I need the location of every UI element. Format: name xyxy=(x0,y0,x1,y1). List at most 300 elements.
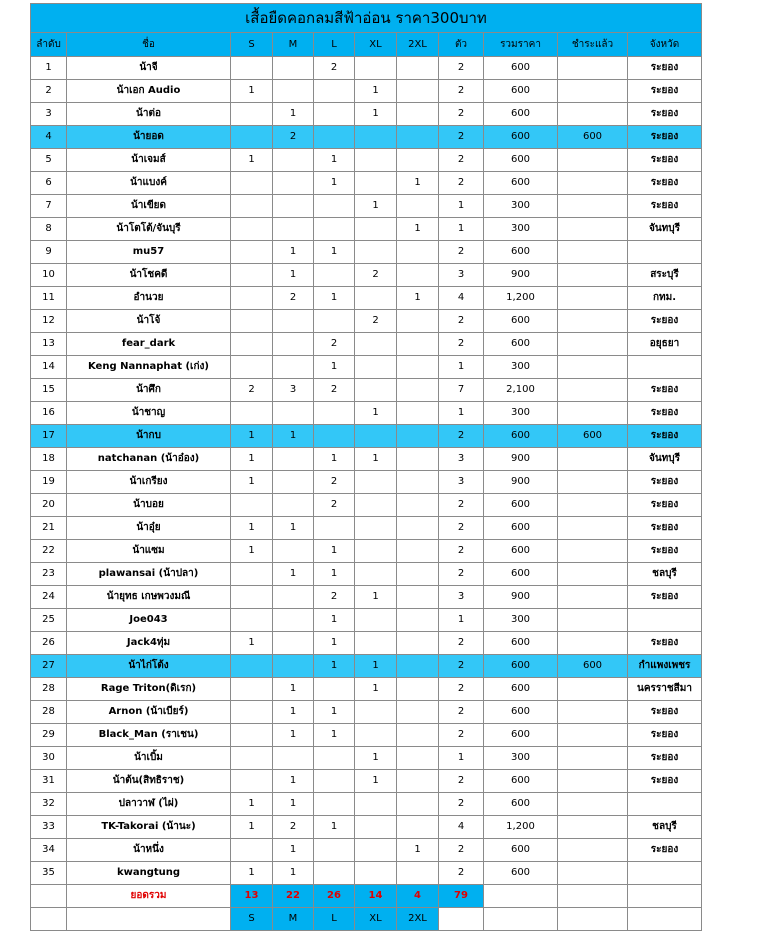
totals-empty-1 xyxy=(484,885,558,908)
row-size-m xyxy=(273,80,314,103)
row-size-s xyxy=(231,770,273,793)
row-size-m xyxy=(273,356,314,379)
row-number: 23 xyxy=(31,563,67,586)
row-number: 10 xyxy=(31,264,67,287)
row-size-l xyxy=(314,862,355,885)
row-total: 600 xyxy=(484,241,558,264)
row-size-xl xyxy=(355,540,397,563)
row-number: 27 xyxy=(31,655,67,678)
row-name: น้าหนึ่ง xyxy=(67,839,231,862)
row-total: 600 xyxy=(484,862,558,885)
row-size-xl: 1 xyxy=(355,678,397,701)
row-paid xyxy=(558,724,628,747)
row-size-xl xyxy=(355,609,397,632)
row-total: 600 xyxy=(484,724,558,747)
row-paid xyxy=(558,218,628,241)
row-size-s: 1 xyxy=(231,632,273,655)
row-size-xl: 1 xyxy=(355,747,397,770)
table-row xyxy=(31,149,702,172)
row-province: ชลบุรี xyxy=(628,563,702,586)
row-size-xl xyxy=(355,839,397,862)
row-province: ระยอง xyxy=(628,80,702,103)
row-name: Rage Triton(ดิเรก) xyxy=(67,678,231,701)
row-size-l: 1 xyxy=(314,816,355,839)
row-qty: 2 xyxy=(439,149,484,172)
row-size-xl: 1 xyxy=(355,770,397,793)
row-number: 7 xyxy=(31,195,67,218)
row-qty: 7 xyxy=(439,379,484,402)
row-paid xyxy=(558,172,628,195)
row-paid: 600 xyxy=(558,425,628,448)
row-number: 25 xyxy=(31,609,67,632)
row-name: Arnon (น้าเบียร์) xyxy=(67,701,231,724)
row-number: 30 xyxy=(31,747,67,770)
row-size-l: 1 xyxy=(314,448,355,471)
row-size-l: 1 xyxy=(314,724,355,747)
table-row xyxy=(31,494,702,517)
row-size-l: 1 xyxy=(314,356,355,379)
row-size-s: 1 xyxy=(231,793,273,816)
row-size-m: 1 xyxy=(273,678,314,701)
row-paid xyxy=(558,609,628,632)
row-total: 600 xyxy=(484,80,558,103)
row-size-m: 2 xyxy=(273,816,314,839)
row-name: น้าต่อ xyxy=(67,103,231,126)
row-number: 8 xyxy=(31,218,67,241)
table-row xyxy=(31,57,702,80)
row-name: ปลาวาฬ (ไผ่) xyxy=(67,793,231,816)
row-total: 600 xyxy=(484,310,558,333)
row-total: 600 xyxy=(484,678,558,701)
row-size-m: 2 xyxy=(273,126,314,149)
row-total: 600 xyxy=(484,333,558,356)
row-number: 22 xyxy=(31,540,67,563)
row-qty: 1 xyxy=(439,609,484,632)
row-paid xyxy=(558,701,628,724)
row-total: 300 xyxy=(484,402,558,425)
header-xl: XL xyxy=(355,33,397,57)
row-qty: 2 xyxy=(439,540,484,563)
table-row xyxy=(31,471,702,494)
row-size-2xl xyxy=(397,149,439,172)
row-province xyxy=(628,609,702,632)
table-row xyxy=(31,333,702,356)
row-size-2xl: 1 xyxy=(397,218,439,241)
row-size-s xyxy=(231,57,273,80)
row-size-l: 2 xyxy=(314,586,355,609)
table-row xyxy=(31,770,702,793)
table-row xyxy=(31,839,702,862)
row-size-l: 2 xyxy=(314,471,355,494)
row-size-l: 1 xyxy=(314,632,355,655)
row-size-2xl: 1 xyxy=(397,287,439,310)
row-size-2xl xyxy=(397,425,439,448)
totals-m: 22 xyxy=(273,885,314,908)
row-size-2xl xyxy=(397,126,439,149)
row-size-l xyxy=(314,770,355,793)
row-province: ระยอง xyxy=(628,770,702,793)
table-row xyxy=(31,816,702,839)
row-paid xyxy=(558,80,628,103)
row-size-m xyxy=(273,333,314,356)
row-size-s xyxy=(231,586,273,609)
row-number: 16 xyxy=(31,402,67,425)
row-total: 300 xyxy=(484,747,558,770)
row-size-xl: 2 xyxy=(355,264,397,287)
row-size-s xyxy=(231,747,273,770)
row-name: น้าโจ้ xyxy=(67,310,231,333)
row-size-s: 1 xyxy=(231,517,273,540)
row-number: 24 xyxy=(31,586,67,609)
table-row xyxy=(31,586,702,609)
row-size-l: 1 xyxy=(314,655,355,678)
row-paid xyxy=(558,770,628,793)
row-paid xyxy=(558,517,628,540)
row-size-2xl xyxy=(397,701,439,724)
header-2xl: 2XL xyxy=(397,33,439,57)
row-paid xyxy=(558,195,628,218)
row-size-xl xyxy=(355,287,397,310)
row-size-2xl xyxy=(397,379,439,402)
row-total: 600 xyxy=(484,540,558,563)
row-total: 600 xyxy=(484,517,558,540)
row-province xyxy=(628,241,702,264)
row-size-xl xyxy=(355,517,397,540)
row-size-l: 1 xyxy=(314,540,355,563)
row-size-2xl xyxy=(397,862,439,885)
row-size-xl xyxy=(355,816,397,839)
header-paid: ชำระแล้ว xyxy=(558,33,628,57)
row-size-xl: 1 xyxy=(355,448,397,471)
row-size-s xyxy=(231,218,273,241)
row-province: ระยอง xyxy=(628,701,702,724)
row-number: 35 xyxy=(31,862,67,885)
table-row xyxy=(31,540,702,563)
row-total: 600 xyxy=(484,701,558,724)
row-size-s: 1 xyxy=(231,862,273,885)
row-name: น้าบอย xyxy=(67,494,231,517)
order-sheet xyxy=(30,3,702,931)
row-name: น้าเขียด xyxy=(67,195,231,218)
table-row xyxy=(31,678,702,701)
row-name: น้าเจมส์ xyxy=(67,149,231,172)
row-qty: 2 xyxy=(439,80,484,103)
row-paid xyxy=(558,103,628,126)
row-paid xyxy=(558,632,628,655)
row-paid xyxy=(558,471,628,494)
row-size-s xyxy=(231,678,273,701)
table-row xyxy=(31,862,702,885)
row-qty: 2 xyxy=(439,172,484,195)
row-number: 26 xyxy=(31,632,67,655)
row-paid: 600 xyxy=(558,126,628,149)
row-total: 2,100 xyxy=(484,379,558,402)
row-size-2xl xyxy=(397,356,439,379)
row-province: ระยอง xyxy=(628,172,702,195)
row-province: ระยอง xyxy=(628,195,702,218)
table-row xyxy=(31,724,702,747)
row-paid xyxy=(558,839,628,862)
totals-qty: 79 xyxy=(439,885,484,908)
row-number: 29 xyxy=(31,724,67,747)
row-size-2xl xyxy=(397,793,439,816)
row-name: fear_dark xyxy=(67,333,231,356)
row-qty: 2 xyxy=(439,333,484,356)
row-qty: 2 xyxy=(439,655,484,678)
row-number: 14 xyxy=(31,356,67,379)
row-name: น้าโตโต้/จันบุรี xyxy=(67,218,231,241)
row-total: 600 xyxy=(484,770,558,793)
totals-s: 13 xyxy=(231,885,273,908)
row-size-l: 2 xyxy=(314,57,355,80)
footer-blank-6 xyxy=(628,908,702,931)
row-size-l: 1 xyxy=(314,241,355,264)
row-qty: 3 xyxy=(439,448,484,471)
row-size-xl xyxy=(355,379,397,402)
header-qty: ตัว xyxy=(439,33,484,57)
row-name: น้าโชคดี xyxy=(67,264,231,287)
row-qty: 2 xyxy=(439,839,484,862)
row-size-s xyxy=(231,724,273,747)
row-paid xyxy=(558,57,628,80)
row-number: 19 xyxy=(31,471,67,494)
row-total: 600 xyxy=(484,494,558,517)
totals-xl: 14 xyxy=(355,885,397,908)
table-row xyxy=(31,563,702,586)
row-province: ระยอง xyxy=(628,149,702,172)
row-qty: 2 xyxy=(439,57,484,80)
row-size-xl: 2 xyxy=(355,310,397,333)
row-qty: 2 xyxy=(439,563,484,586)
row-total: 300 xyxy=(484,195,558,218)
row-size-l xyxy=(314,747,355,770)
row-size-2xl xyxy=(397,632,439,655)
row-province: กทม. xyxy=(628,287,702,310)
totals-label: ยอดรวม xyxy=(67,885,231,908)
row-size-s xyxy=(231,241,273,264)
row-qty: 2 xyxy=(439,632,484,655)
row-size-l xyxy=(314,218,355,241)
row-number: 15 xyxy=(31,379,67,402)
table-row xyxy=(31,356,702,379)
row-name: น้าไก่โต้ง xyxy=(67,655,231,678)
row-number: 28 xyxy=(31,678,67,701)
row-province: ระยอง xyxy=(628,632,702,655)
table-row xyxy=(31,310,702,333)
row-total: 900 xyxy=(484,471,558,494)
row-province: ระยอง xyxy=(628,586,702,609)
row-size-xl: 1 xyxy=(355,103,397,126)
row-size-m xyxy=(273,586,314,609)
table-row xyxy=(31,195,702,218)
row-size-s: 1 xyxy=(231,149,273,172)
row-size-l: 1 xyxy=(314,609,355,632)
row-number: 1 xyxy=(31,57,67,80)
row-size-s xyxy=(231,609,273,632)
table-row xyxy=(31,103,702,126)
row-number: 17 xyxy=(31,425,67,448)
row-size-m xyxy=(273,310,314,333)
row-size-2xl xyxy=(397,586,439,609)
row-paid xyxy=(558,333,628,356)
row-size-s xyxy=(231,839,273,862)
row-paid xyxy=(558,379,628,402)
row-qty: 2 xyxy=(439,678,484,701)
row-size-s xyxy=(231,103,273,126)
row-size-s: 1 xyxy=(231,425,273,448)
table-row xyxy=(31,80,702,103)
row-name: น้ากบ xyxy=(67,425,231,448)
row-number: 11 xyxy=(31,287,67,310)
row-paid xyxy=(558,287,628,310)
row-size-s xyxy=(231,126,273,149)
row-name: น้ายอด xyxy=(67,126,231,149)
row-size-2xl xyxy=(397,494,439,517)
row-size-2xl xyxy=(397,563,439,586)
table-row xyxy=(31,126,702,149)
row-paid xyxy=(558,241,628,264)
row-paid xyxy=(558,402,628,425)
row-size-l xyxy=(314,678,355,701)
row-size-2xl xyxy=(397,747,439,770)
row-size-m xyxy=(273,195,314,218)
row-paid xyxy=(558,747,628,770)
table-row xyxy=(31,241,702,264)
row-size-s xyxy=(231,172,273,195)
row-size-xl: 1 xyxy=(355,195,397,218)
row-name: natchanan (น้าอ๋อง) xyxy=(67,448,231,471)
row-size-2xl xyxy=(397,310,439,333)
row-size-s xyxy=(231,264,273,287)
footer-size-s: S xyxy=(231,908,273,931)
row-size-s xyxy=(231,655,273,678)
row-size-m: 1 xyxy=(273,770,314,793)
row-size-l: 1 xyxy=(314,172,355,195)
row-size-2xl xyxy=(397,402,439,425)
row-size-l xyxy=(314,839,355,862)
header-total: รวมราคา xyxy=(484,33,558,57)
row-total: 900 xyxy=(484,586,558,609)
row-size-2xl xyxy=(397,770,439,793)
row-size-s: 2 xyxy=(231,379,273,402)
row-number: 33 xyxy=(31,816,67,839)
row-paid xyxy=(558,678,628,701)
row-size-2xl xyxy=(397,333,439,356)
footer-blank-2 xyxy=(67,908,231,931)
footer-blank-1 xyxy=(31,908,67,931)
row-number: 34 xyxy=(31,839,67,862)
row-number: 6 xyxy=(31,172,67,195)
footer-size-m: M xyxy=(273,908,314,931)
row-number: 9 xyxy=(31,241,67,264)
footer-size-xl: XL xyxy=(355,908,397,931)
row-total: 600 xyxy=(484,425,558,448)
row-size-m: 1 xyxy=(273,701,314,724)
row-total: 600 xyxy=(484,126,558,149)
row-size-l xyxy=(314,195,355,218)
footer-size-l: L xyxy=(314,908,355,931)
row-paid xyxy=(558,793,628,816)
row-name: น้าแซม xyxy=(67,540,231,563)
row-name: น้าเบิ้ม xyxy=(67,747,231,770)
row-province xyxy=(628,862,702,885)
row-qty: 2 xyxy=(439,425,484,448)
row-paid xyxy=(558,310,628,333)
row-province: ระยอง xyxy=(628,310,702,333)
header-province: จังหวัด xyxy=(628,33,702,57)
row-total: 600 xyxy=(484,172,558,195)
row-size-l: 2 xyxy=(314,333,355,356)
row-size-xl xyxy=(355,632,397,655)
table-row xyxy=(31,747,702,770)
row-name: น้าอุ๋ย xyxy=(67,517,231,540)
row-total: 600 xyxy=(484,655,558,678)
row-name: น้าต้น(สิทธิราช) xyxy=(67,770,231,793)
row-size-m xyxy=(273,448,314,471)
row-qty: 2 xyxy=(439,793,484,816)
row-size-l xyxy=(314,425,355,448)
footer-size-2xl: 2XL xyxy=(397,908,439,931)
row-size-xl xyxy=(355,218,397,241)
row-size-l xyxy=(314,402,355,425)
row-paid xyxy=(558,356,628,379)
row-size-2xl xyxy=(397,241,439,264)
table-row xyxy=(31,517,702,540)
row-size-m: 1 xyxy=(273,241,314,264)
row-size-xl xyxy=(355,425,397,448)
table-row xyxy=(31,402,702,425)
row-name: mu57 xyxy=(67,241,231,264)
row-number: 21 xyxy=(31,517,67,540)
row-province: ชลบุรี xyxy=(628,816,702,839)
row-qty: 2 xyxy=(439,310,484,333)
row-size-xl xyxy=(355,126,397,149)
row-size-xl: 1 xyxy=(355,586,397,609)
row-province: จันทบุรี xyxy=(628,218,702,241)
row-size-2xl xyxy=(397,655,439,678)
row-size-2xl xyxy=(397,448,439,471)
row-qty: 2 xyxy=(439,770,484,793)
row-qty: 1 xyxy=(439,747,484,770)
row-province: ระยอง xyxy=(628,747,702,770)
row-size-l: 1 xyxy=(314,287,355,310)
table-row xyxy=(31,172,702,195)
row-name: น้าแบงค์ xyxy=(67,172,231,195)
row-province: ระยอง xyxy=(628,379,702,402)
row-size-m: 1 xyxy=(273,563,314,586)
row-size-l xyxy=(314,103,355,126)
row-size-xl xyxy=(355,333,397,356)
row-size-s xyxy=(231,356,273,379)
row-name: TK-Takorai (น้านะ) xyxy=(67,816,231,839)
row-number: 18 xyxy=(31,448,67,471)
footer-blank-4 xyxy=(484,908,558,931)
row-size-m xyxy=(273,172,314,195)
row-size-l: 1 xyxy=(314,701,355,724)
row-number: 3 xyxy=(31,103,67,126)
row-qty: 1 xyxy=(439,402,484,425)
row-paid xyxy=(558,264,628,287)
header-name: ชื่อ xyxy=(67,33,231,57)
row-size-m xyxy=(273,632,314,655)
row-province: ระยอง xyxy=(628,402,702,425)
row-name: น้าศึก xyxy=(67,379,231,402)
row-size-s xyxy=(231,402,273,425)
row-size-2xl xyxy=(397,80,439,103)
table-row xyxy=(31,287,702,310)
row-number: 4 xyxy=(31,126,67,149)
table-row xyxy=(31,379,702,402)
